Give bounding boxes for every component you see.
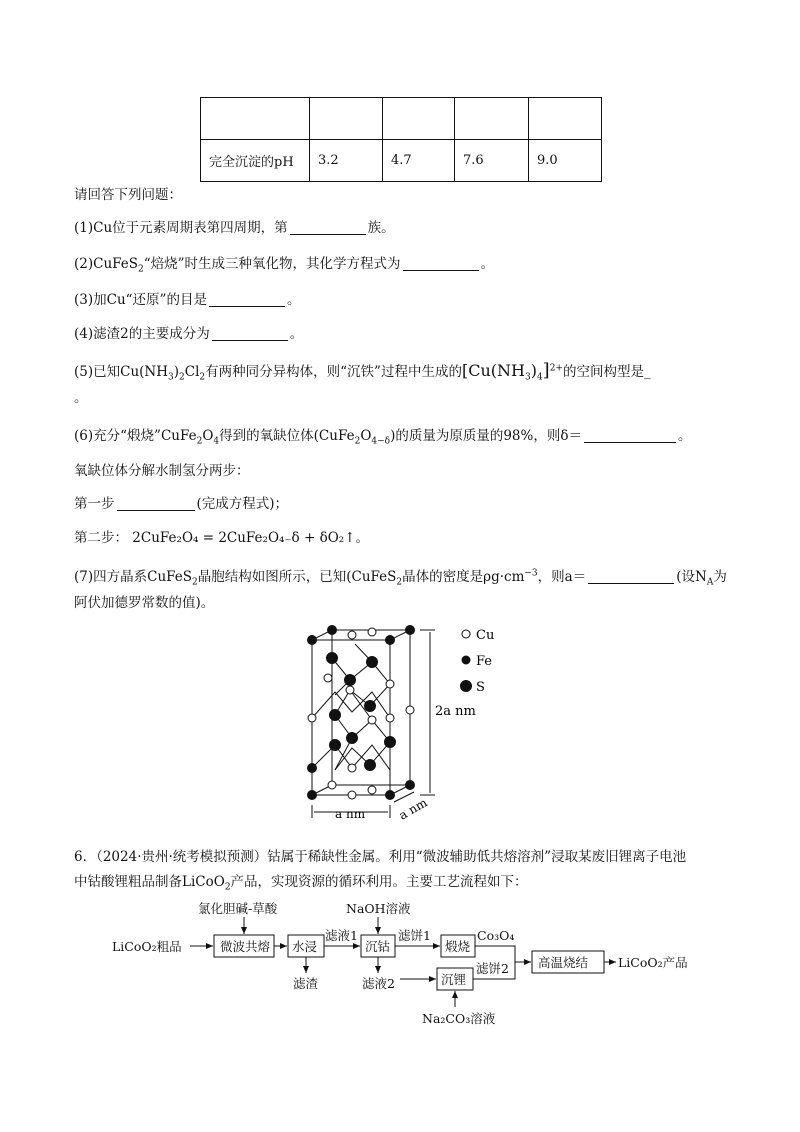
box-label: 微波共熔 xyxy=(220,939,271,954)
fe-atom xyxy=(308,636,317,645)
fe-atom xyxy=(308,791,317,800)
input-crude: LiCoO₂粗品 xyxy=(112,939,182,954)
s-atom xyxy=(345,675,356,686)
reagent-na2co3: Na₂CO₃溶液 xyxy=(422,1011,496,1026)
answer-blank xyxy=(584,428,676,443)
cu-atom xyxy=(308,714,316,722)
answer-blank xyxy=(588,569,674,584)
s-atom xyxy=(330,740,341,751)
legend xyxy=(461,628,495,695)
cu-atom xyxy=(328,781,336,789)
filtrate-1-label: 滤液1 xyxy=(325,928,358,943)
s-atom xyxy=(367,657,378,668)
box-label: 煅烧 xyxy=(445,939,471,954)
legend-s-marker xyxy=(461,681,472,692)
s-atom xyxy=(347,733,358,744)
filter-cake-2-label: 滤饼2 xyxy=(476,961,509,976)
fe-atom xyxy=(308,764,317,773)
s-atom xyxy=(385,737,396,748)
s-atom xyxy=(330,710,341,721)
table-cell xyxy=(310,98,383,140)
dim-width-label: a nm xyxy=(335,807,366,821)
fe-atom xyxy=(406,626,415,635)
reagent-choline-oxalic: 氯化胆碱-草酸 xyxy=(198,901,278,916)
cu-atom xyxy=(368,628,376,636)
s-atom xyxy=(365,760,376,771)
box-label: 沉钴 xyxy=(365,939,391,954)
table-cell: 3.2 xyxy=(310,140,383,182)
cu-atom xyxy=(348,631,356,639)
dim-depth-label: a nm xyxy=(396,795,430,823)
question-6: (6)充分“煅烧$”CuFe_2O_4$得到的氧缺位体$(CuFe_2O_{4-\delta})$的质量为原质量的98%，则δ＝ 。 xyxy=(74,428,692,447)
cu-atom xyxy=(368,786,376,794)
ph-table xyxy=(200,97,602,182)
prompt-text: 请回答下列问题： xyxy=(74,187,182,203)
fe-atom xyxy=(406,781,415,790)
legend-label: Fe xyxy=(476,654,493,669)
answer-blank xyxy=(290,220,366,235)
question-1: (1)Cu位于元素周期表第四周期，第 族。 xyxy=(74,220,395,236)
co3o4-label: Co₃O₄ xyxy=(477,928,515,943)
s-atom xyxy=(365,701,376,712)
question-4: (4)滤渣2的主要成分为 。 xyxy=(74,326,304,342)
table-cell: 4.7 xyxy=(383,140,455,182)
cu-atom xyxy=(368,716,376,724)
oxygen-note: 氧缺位体分解水制氢分两步： xyxy=(74,463,250,479)
answer-blank xyxy=(403,256,479,271)
question-5: (5)已知$Cu(NH_3)_2Cl_2$有两种同分异构体，则“沉铁”过程中生成的$[Cu(NH_3)_4]^{2+}$的空间构型是_ xyxy=(74,360,651,383)
question-2: (2)CuFeS$_2$“焙烧”时生成三种氧化物，其化学方程式为 。 xyxy=(74,256,495,275)
table-row xyxy=(201,140,602,182)
box-label: 水浸 xyxy=(292,939,318,954)
table-cell: 9.0 xyxy=(529,140,602,182)
step-2-equation: 2CuFe₂O₄ = 2CuFe₂O₄₋δ + δO₂↑ xyxy=(132,530,356,546)
fe-atom xyxy=(386,791,395,800)
step-2: 第二步： 2CuFe₂O₄ = 2CuFe₂O₄₋δ + δO₂↑。 xyxy=(74,530,370,546)
question-5-end: 。 xyxy=(74,390,88,406)
cu-atom xyxy=(386,680,394,688)
legend-fe-marker xyxy=(462,656,470,664)
output-product: LiCoO₂产品 xyxy=(618,955,688,970)
cu-atom xyxy=(346,686,354,694)
table-cell xyxy=(529,98,602,140)
filtrate-2-label: 滤液2 xyxy=(362,976,395,991)
problem-6-line1: 6．（2024·贵州·统考模拟预测）钴属于稀缺性金属。利用“微波辅助低共熔溶剂”浸取某废旧锂离子电池 xyxy=(74,849,687,865)
step-1: 第一步 (完成方程式)； xyxy=(74,496,289,512)
table-row xyxy=(201,98,602,140)
filter-cake-1-label: 滤饼1 xyxy=(398,928,431,943)
cu-atom xyxy=(324,674,332,682)
problem-6-line2: 中钴酸锂粗品制备LiCoO$_2$产品，实现资源的循环利用。主要工艺流程如下： xyxy=(74,874,528,893)
crystal-cell-diagram xyxy=(290,620,520,830)
answer-blank xyxy=(209,292,285,307)
residue-label: 滤渣 xyxy=(293,976,319,991)
process-flow-diagram xyxy=(110,895,710,1030)
legend-label: S xyxy=(476,680,485,695)
question-7: (7)四方晶系CuFeS$_2$晶胞结构如图所示，已知(CuFeS$_2$晶体的密度是$\rho g\cdot cm^{-3}$，则a＝ (设$N_A$为 xyxy=(74,568,727,588)
dim-height-label: 2a nm xyxy=(435,704,476,719)
table-cell: 7.6 xyxy=(455,140,529,182)
legend-label: Cu xyxy=(476,628,495,643)
table-cell xyxy=(455,98,529,140)
s-atom xyxy=(327,653,338,664)
table-cell xyxy=(201,98,310,140)
table-cell xyxy=(383,98,455,140)
fe-atom xyxy=(386,636,395,645)
answer-blank xyxy=(212,326,288,341)
cu-atom xyxy=(406,706,414,714)
table-cell: 完全沉淀的pH xyxy=(201,140,310,182)
cu-atom xyxy=(348,791,356,799)
box-label: 沉锂 xyxy=(441,972,467,987)
reagent-naoh: NaOH溶液 xyxy=(346,901,411,916)
cu-atom xyxy=(386,714,394,722)
box-label: 高温烧结 xyxy=(538,955,589,970)
cu-atom xyxy=(348,764,356,772)
legend-cu-marker xyxy=(462,630,470,638)
answer-blank xyxy=(117,496,195,511)
fe-atom xyxy=(328,626,337,635)
question-3: (3)加Cu“还原”的目是 。 xyxy=(74,292,301,308)
question-7-line2: 阿伏加德罗常数的值)。 xyxy=(74,595,215,611)
